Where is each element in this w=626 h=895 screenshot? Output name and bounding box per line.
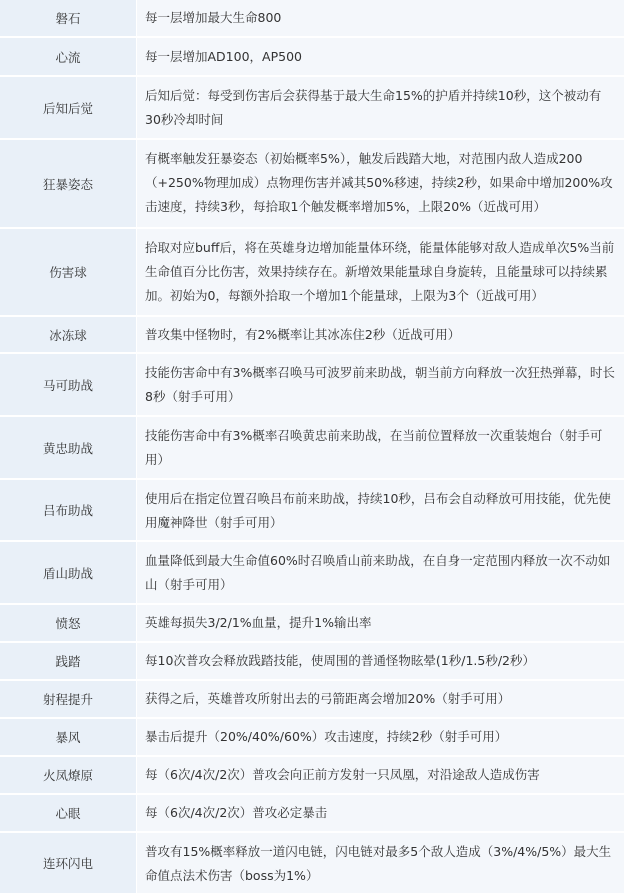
skill-description	[137, 140, 624, 229]
skill-description-text: 英雄每损失3/2/1%血量，提升1%输出率	[145, 615, 372, 630]
skill-description	[137, 833, 624, 895]
skill-name-text: 马可助战	[42, 377, 93, 393]
table-row	[0, 229, 624, 317]
skill-name	[0, 480, 136, 542]
skill-name	[0, 38, 136, 77]
skill-description	[137, 417, 624, 480]
skill-name	[0, 833, 136, 895]
skill-name	[0, 77, 136, 140]
skill-description	[137, 542, 624, 605]
skill-name	[0, 140, 136, 229]
skill-name-text: 后知后觉	[42, 100, 93, 116]
skill-description-text: 获得之后，英雄普攻所射出去的弓箭距离会增加20%（射手可用）	[145, 691, 511, 706]
skill-description-text: 每10次普攻会释放践踏技能，使周围的普通怪物眩晕(1秒/1.5秒/2秒）	[145, 653, 535, 668]
skill-name-text: 连环闪电	[42, 856, 93, 871]
skill-name-text: 愤怒	[55, 616, 81, 631]
skill-description	[137, 38, 624, 77]
skill-description	[137, 480, 624, 542]
table-row	[0, 719, 624, 757]
skill-description	[137, 317, 624, 354]
skill-description-text: 普攻有15%概率释放一道闪电链，闪电链对最多5个敌人造成（3%/4%/5%）最大生命值点法术伤害（boss为1%）	[145, 844, 612, 883]
skill-name	[0, 229, 136, 317]
skill-name-text: 心流	[55, 49, 81, 65]
skill-name-text: 心眼	[55, 806, 81, 821]
skill-name-text: 狂暴姿态	[42, 176, 93, 192]
table-row	[0, 417, 624, 480]
skill-name-text: 射程提升	[42, 692, 93, 707]
table-row	[0, 480, 624, 542]
skill-description	[137, 354, 624, 417]
skill-name	[0, 757, 136, 795]
skill-name-text: 伤害球	[49, 265, 87, 280]
skill-name	[0, 681, 136, 719]
skill-description	[137, 681, 624, 719]
skill-name-text: 磐石	[55, 11, 81, 26]
skill-name	[0, 719, 136, 757]
skill-name	[0, 417, 136, 480]
skill-description	[137, 229, 624, 317]
skill-description-text: 普攻集中怪物时，有2%概率让其冰冻住2秒（近战可用）	[145, 326, 461, 342]
skill-name	[0, 317, 136, 354]
table-row	[0, 757, 624, 795]
skill-name	[0, 542, 136, 605]
skill-description	[137, 0, 624, 38]
skill-description-text: 有概率触发狂暴姿态（初始概率5%），触发后践踏大地，对范围内敌人造成200（+250%物理加成）点物理伤害并减其50%移速，持续2秒，如果命中增加200%攻击速度，持续3秒，每拾取1个触发概率增加5%，上限20%（近战可用）	[145, 151, 613, 214]
skill-description-text: 拾取对应buff后，将在英雄身边增加能量体环绕，能量体能够对敌人造成单次5%当前生命值百分比伤害，效果持续存在。新增效果能量球自身旋转，且能量球可以持续累加。初始为0，每额外拾取一个增加1个能量球，上限为3个（近战可用）	[145, 240, 615, 303]
skill-description	[137, 795, 624, 833]
skill-description	[137, 77, 624, 140]
skill-description-text: 暴击后提升（20%/40%/60%）攻击速度，持续2秒（射手可用）	[145, 729, 508, 744]
skill-name-text: 火凤燎原	[42, 768, 93, 783]
table-row	[0, 354, 624, 417]
table-row	[0, 542, 624, 605]
skill-description-text: 技能伤害命中有3%概率召唤黄忠前来助战，在当前位置释放一次重装炮台（射手可用）	[145, 428, 603, 467]
skill-name	[0, 605, 136, 643]
table-row	[0, 38, 624, 77]
table-row	[0, 643, 624, 681]
skill-name-text: 黄忠助战	[42, 440, 93, 456]
skill-description	[137, 643, 624, 681]
table-row	[0, 605, 624, 643]
skill-description-text: 每（6次/4次/2次）普攻必定暴击	[145, 805, 328, 820]
table-row	[0, 833, 624, 895]
skill-description-text: 技能伤害命中有3%概率召唤马可波罗前来助战，朝当前方向释放一次狂热弹幕，时长8秒（射手可用）	[145, 365, 615, 404]
skill-name	[0, 643, 136, 681]
skill-name-text: 吕布助战	[42, 503, 93, 518]
skill-description-text: 使用后在指定位置召唤吕布前来助战，持续10秒，吕布会自动释放可用技能，优先使用魔神降世（射手可用）	[145, 491, 611, 530]
table-row	[0, 77, 624, 140]
skill-description	[137, 605, 624, 643]
skill-name	[0, 0, 136, 38]
skill-name-text: 暴风	[55, 730, 81, 745]
skill-description-text: 每（6次/4次/2次）普攻会向正前方发射一只凤凰，对沿途敌人造成伤害	[145, 767, 540, 782]
table-row	[0, 681, 624, 719]
table-row	[0, 795, 624, 833]
skill-name-text: 冰冻球	[49, 327, 87, 343]
skill-description	[137, 757, 624, 795]
skill-description	[137, 719, 624, 757]
table-row	[0, 140, 624, 229]
table-row	[0, 0, 624, 38]
skill-name-text: 践踏	[55, 654, 81, 669]
skill-description-text: 每一层增加AD100，AP500	[145, 48, 302, 64]
skill-name	[0, 795, 136, 833]
skill-name-text: 盾山助战	[42, 565, 93, 581]
skill-description-text: 每一层增加最大生命800	[145, 10, 282, 25]
skill-description-text: 后知后觉：每受到伤害后会获得基于最大生命15%的护盾并持续10秒，这个被动有30秒冷却时间	[145, 88, 602, 127]
table-row	[0, 317, 624, 354]
skill-name	[0, 354, 136, 417]
skill-description-text: 血量降低到最大生命值60%时召唤盾山前来助战，在自身一定范围内释放一次不动如山（射手可用）	[145, 553, 611, 592]
